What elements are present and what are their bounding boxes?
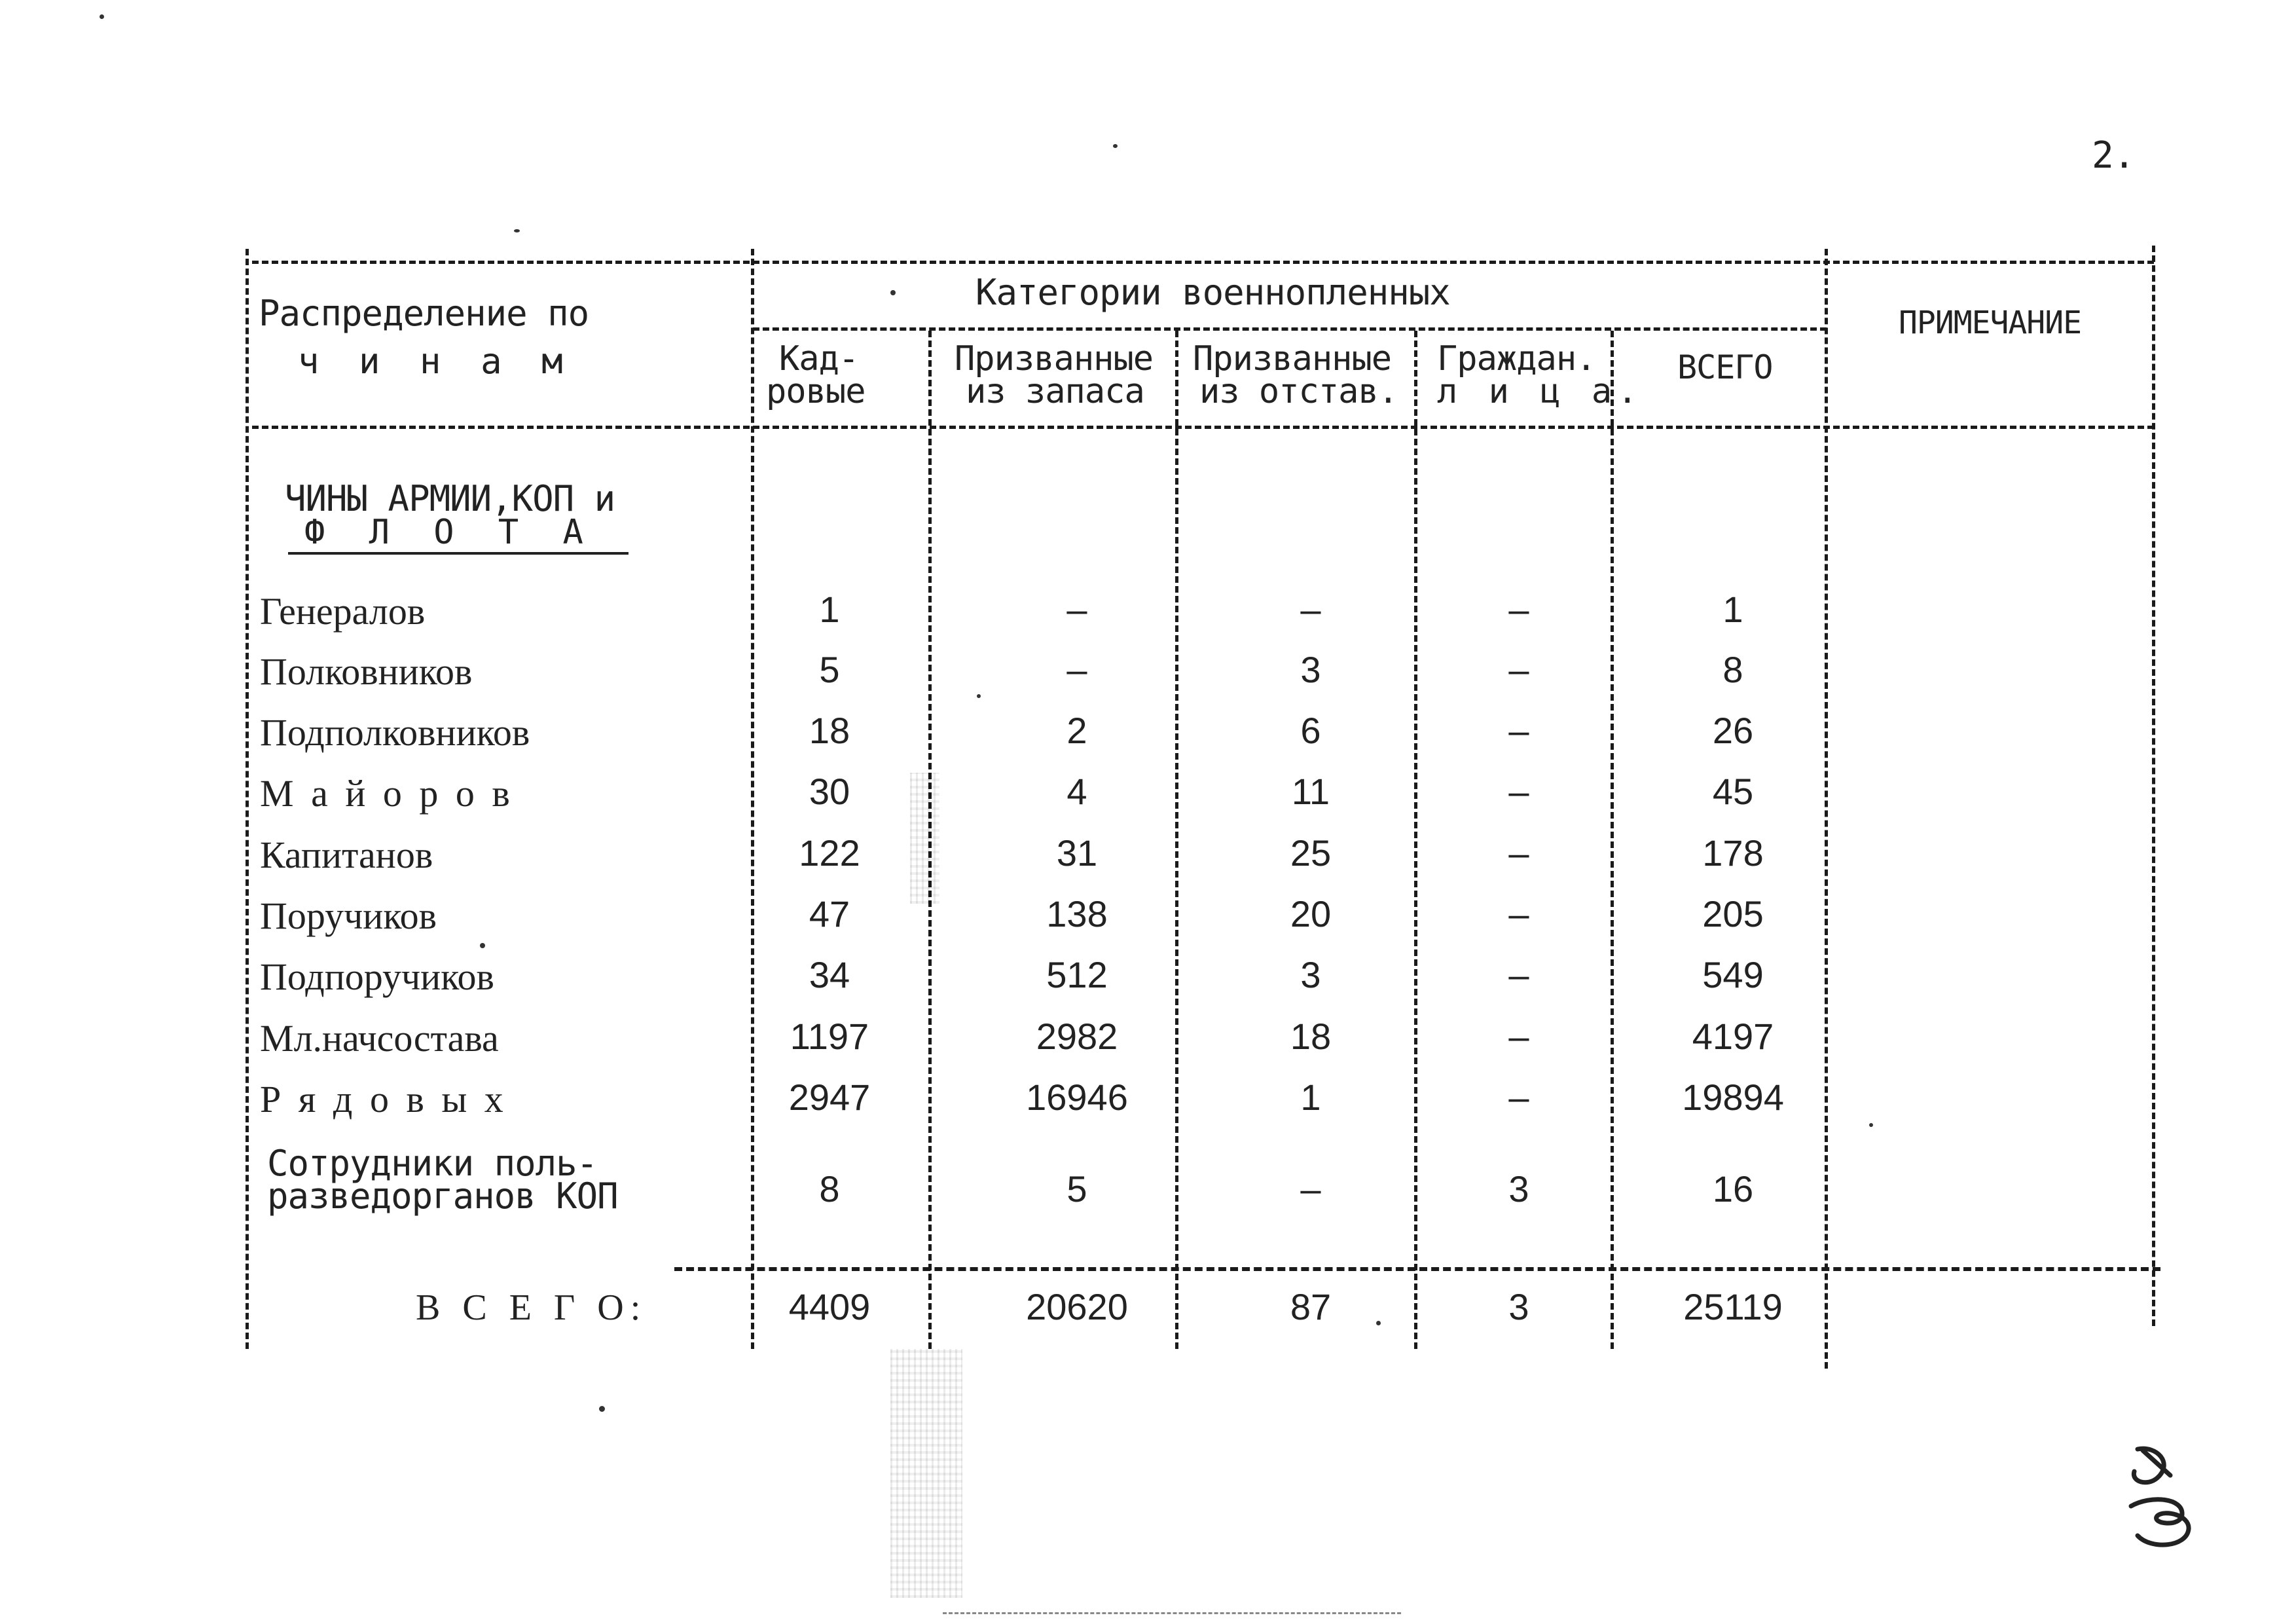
cell-cadre: 18: [809, 710, 850, 751]
row-label: Подпоручиков: [260, 955, 494, 998]
cell-civil: –: [1508, 589, 1529, 630]
cell-reserve: 512: [1046, 954, 1108, 995]
totals-label: В С Е Г О:: [416, 1287, 647, 1328]
note-header: ПРИМЕЧАНИЕ: [1899, 304, 2081, 341]
cell-retired: 11: [1291, 771, 1330, 812]
row-label: М а й о р о в: [260, 772, 514, 815]
totals-cadre: 4409: [788, 1286, 871, 1327]
cell-total: 19894: [1682, 1077, 1784, 1118]
cell-retired: 6: [1300, 710, 1321, 751]
totals-top-rule: [674, 1267, 2160, 1271]
cell-reserve: 16946: [1026, 1077, 1128, 1118]
right-border: [2152, 246, 2155, 1326]
totals-total: 25119: [1683, 1286, 1783, 1327]
reserve-header-line1: Призванные: [955, 339, 1154, 378]
cell-civil: 3: [1508, 1168, 1529, 1209]
row-label: Поручиков: [260, 895, 437, 937]
scan-speck: [100, 14, 104, 19]
retired-header-line1: Призванные: [1193, 339, 1392, 378]
row-label: разведорганов КОП: [267, 1175, 618, 1217]
scan-speck: [480, 943, 485, 948]
cell-total: 45: [1712, 771, 1754, 812]
categories-header: Категории военнопленных: [975, 272, 1450, 313]
categories-divider: [753, 327, 1827, 331]
scan-speck: [977, 694, 981, 698]
section-title-underline: [288, 552, 629, 555]
cadre-header-line1: Кад-: [779, 339, 859, 378]
cell-total: 16: [1712, 1168, 1754, 1209]
row-label-header-line1: Распределение по: [259, 293, 589, 334]
civil-header-line2: л и ц а.: [1437, 372, 1643, 411]
cell-cadre: 5: [819, 649, 840, 690]
cell-total: 549: [1702, 954, 1764, 995]
civil-header-line1: Граждан.: [1437, 339, 1596, 378]
cell-retired: 25: [1290, 832, 1332, 874]
cell-civil: –: [1508, 1016, 1529, 1057]
cell-total: 26: [1712, 710, 1754, 751]
cell-total: 1: [1722, 589, 1743, 630]
table-top-rule: [252, 261, 2154, 264]
row-label: Сотрудники поль-: [267, 1143, 598, 1184]
left-border: [246, 249, 249, 1349]
cell-reserve: 5: [1066, 1168, 1087, 1209]
cell-civil: –: [1508, 893, 1529, 934]
cadre-header-line2: ровые: [766, 372, 866, 411]
cell-cadre: 34: [809, 954, 850, 995]
header-bottom-rule: [252, 426, 2154, 429]
cell-total: 178: [1702, 832, 1764, 874]
cell-total: 205: [1702, 893, 1764, 934]
cell-civil: –: [1508, 954, 1529, 995]
scan-speck: [1869, 1123, 1873, 1127]
cell-civil: –: [1508, 1077, 1529, 1118]
scan-speck: [599, 1406, 605, 1412]
cell-cadre: 1: [819, 589, 840, 630]
scan-speck: [890, 290, 896, 295]
row-label: Мл.начсостава: [260, 1017, 499, 1060]
cell-total: 4197: [1692, 1016, 1774, 1057]
cell-civil: –: [1508, 832, 1529, 874]
col-divider-6: [1825, 249, 1828, 1369]
row-label: Р я д о в ы х: [260, 1078, 507, 1120]
cell-reserve: 31: [1056, 832, 1098, 874]
cell-civil: –: [1508, 649, 1529, 690]
cell-retired: –: [1300, 1168, 1321, 1209]
col-divider-4: [1414, 331, 1417, 1349]
row-label: Генералов: [260, 590, 426, 633]
cell-civil: –: [1508, 771, 1529, 812]
cell-retired: 20: [1290, 893, 1332, 934]
row-label: Капитанов: [260, 834, 433, 876]
cell-cadre: 8: [819, 1168, 840, 1209]
cell-reserve: 4: [1066, 771, 1087, 812]
section-title-line1: ЧИНЫ АРМИИ,КОП и: [285, 478, 615, 519]
cell-total: 8: [1722, 649, 1743, 690]
scan-noise-patch: [910, 773, 939, 904]
scan-noise-patch: [890, 1349, 962, 1598]
cell-retired: 3: [1300, 649, 1321, 690]
scan-speck: [1113, 144, 1118, 148]
row-label: Подполковников: [260, 711, 530, 754]
cell-cadre: 47: [809, 893, 850, 934]
cell-cadre: 30: [809, 771, 850, 812]
reserve-header-line2: из запаса: [966, 372, 1144, 411]
cell-reserve: –: [1066, 649, 1087, 690]
cell-reserve: 2: [1066, 710, 1087, 751]
cell-retired: 3: [1300, 954, 1321, 995]
cell-reserve: 2982: [1036, 1016, 1118, 1057]
scan-bottom-edge: [943, 1612, 1401, 1614]
scan-speck: [514, 229, 520, 232]
cell-cadre: 1197: [790, 1016, 869, 1057]
cell-reserve: –: [1066, 589, 1087, 630]
row-label: Полковников: [260, 650, 473, 693]
totals-reserve: 20620: [1026, 1286, 1128, 1327]
retired-header-line2: из отстав.: [1199, 372, 1398, 411]
cell-civil: –: [1508, 710, 1529, 751]
col-divider-3: [1175, 331, 1178, 1349]
col-divider-5: [1611, 331, 1614, 1349]
scan-speck: [1376, 1321, 1381, 1325]
page-number: 2.: [2092, 134, 2135, 177]
cell-retired: 1: [1300, 1077, 1321, 1118]
cell-retired: 18: [1290, 1016, 1332, 1057]
row-label-header-line2: ч и н а м: [298, 341, 572, 382]
cell-cadre: 2947: [788, 1077, 871, 1118]
handwritten-archive-mark: [2111, 1437, 2216, 1562]
totals-civil: 3: [1508, 1286, 1529, 1327]
cell-cadre: 122: [799, 832, 860, 874]
total-header: ВСЕГО: [1677, 348, 1773, 386]
totals-retired: 87: [1290, 1286, 1332, 1327]
section-title-line2: Ф Л О Т А: [304, 513, 595, 552]
cell-reserve: 138: [1046, 893, 1108, 934]
col-divider-1: [751, 249, 754, 1349]
cell-retired: –: [1300, 589, 1321, 630]
